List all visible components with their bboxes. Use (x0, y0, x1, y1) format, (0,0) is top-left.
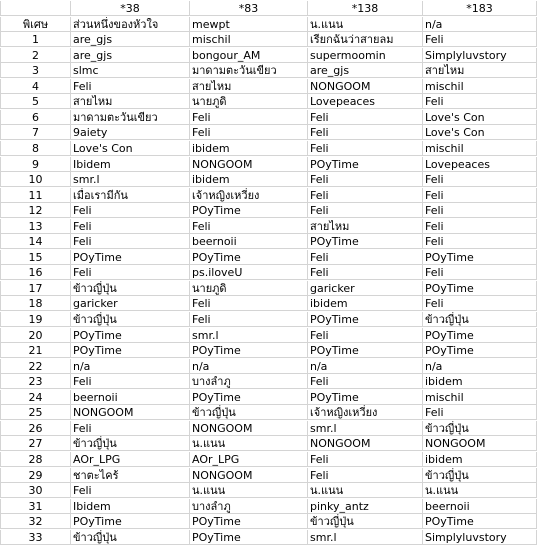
table-row (0, 374, 541, 389)
table-cell[interactable]: Feli (308, 141, 423, 156)
table-cell[interactable]: เจ้าหญิงเหวี่ยง (190, 188, 308, 203)
table-cell[interactable]: NONGOOM (308, 436, 423, 451)
table-cell[interactable]: POyTime (423, 281, 537, 296)
row-number-cell[interactable]: 20 (0, 328, 71, 343)
table-cell[interactable]: เจ้าหญิงเหวี่ยง (308, 405, 423, 420)
column-header[interactable] (0, 1, 71, 16)
row-number-cell[interactable]: 17 (0, 281, 71, 296)
row-number-cell[interactable]: 30 (0, 483, 71, 498)
row-number-cell[interactable]: 10 (0, 172, 71, 187)
table-cell[interactable]: Feli (71, 203, 190, 218)
table-row (0, 157, 541, 172)
table-cell[interactable]: garicker (71, 296, 190, 311)
row-number-cell[interactable]: 11 (0, 188, 71, 203)
table-cell[interactable]: ข้าวญี่ปุ่น (190, 405, 308, 420)
table-cell[interactable]: Feli (423, 265, 537, 280)
table-cell[interactable]: 9aiety (71, 125, 190, 140)
table-row (0, 530, 541, 545)
table-row (0, 405, 541, 420)
table-cell[interactable]: mewpt (190, 17, 308, 32)
table-cell[interactable]: มาดามตะวันเขียว (190, 63, 308, 78)
table-cell[interactable]: Feli (71, 79, 190, 94)
row-number-cell[interactable]: 2 (0, 48, 71, 63)
table-cell[interactable]: มาดามตะวันเขียว (71, 110, 190, 125)
table-cell[interactable]: bongour_AM (190, 48, 308, 63)
table-cell[interactable]: สายไหม (308, 219, 423, 234)
table-cell[interactable]: pinky_antz (308, 499, 423, 514)
table-row (0, 265, 541, 280)
row-number-cell[interactable]: 4 (0, 79, 71, 94)
table-cell[interactable]: POyTime (308, 234, 423, 249)
table-cell[interactable]: POyTime (190, 390, 308, 405)
table-cell[interactable]: Feli (308, 468, 423, 483)
table-cell[interactable]: นายภูดิ (190, 281, 308, 296)
row-number-cell[interactable]: 26 (0, 421, 71, 436)
table-cell[interactable]: ส่วนหนึ่งของหัวใจ (71, 17, 190, 32)
table-row (0, 421, 541, 436)
row-number-cell[interactable]: 22 (0, 359, 71, 374)
table-cell[interactable]: n/a (423, 359, 537, 374)
table-cell[interactable]: ชาตะไคร้ (71, 468, 190, 483)
column-header[interactable]: *38 (71, 1, 190, 16)
table-cell[interactable]: are_gjs (308, 63, 423, 78)
table-cell[interactable]: ข้าวญี่ปุ่น (308, 514, 423, 529)
row-number-cell[interactable]: 13 (0, 219, 71, 234)
column-header[interactable]: *138 (308, 1, 423, 16)
table-row (0, 203, 541, 218)
table-row (0, 234, 541, 249)
table-cell[interactable]: Feli (71, 421, 190, 436)
row-number-cell[interactable]: 3 (0, 63, 71, 78)
table-cell[interactable]: beernoii (71, 390, 190, 405)
table-row (0, 110, 541, 125)
table-cell[interactable]: are_gjs (71, 32, 190, 47)
table-cell[interactable]: สายไหม (71, 94, 190, 109)
table-cell[interactable]: สายไหม (423, 63, 537, 78)
table-cell[interactable]: ข้าวญี่ปุ่น (71, 436, 190, 451)
table-cell[interactable]: Feli (423, 172, 537, 187)
table-row (0, 499, 541, 514)
table-cell[interactable]: POyTime (71, 514, 190, 529)
table-cell[interactable]: ข้าวญี่ปุ่น (71, 530, 190, 545)
table-row (0, 79, 541, 94)
table-cell[interactable]: น.แนน (190, 436, 308, 451)
table-cell[interactable]: Feli (308, 452, 423, 467)
column-header[interactable]: *83 (190, 1, 308, 16)
table-cell[interactable]: n/a (423, 17, 537, 32)
table-cell[interactable]: Feli (308, 265, 423, 280)
table-cell[interactable]: น.แนน (190, 483, 308, 498)
table-cell[interactable]: POyTime (190, 530, 308, 545)
row-number-cell[interactable]: 32 (0, 514, 71, 529)
table-cell[interactable]: Feli (423, 188, 537, 203)
table-cell[interactable]: POyTime (308, 312, 423, 327)
table-cell[interactable]: are_gjs (71, 48, 190, 63)
table-cell[interactable]: น.แนน (308, 483, 423, 498)
table-cell[interactable]: mischil (423, 390, 537, 405)
table-row (0, 63, 541, 78)
table-cell[interactable]: บางลำภู (190, 374, 308, 389)
table-cell[interactable]: Love's Con (71, 141, 190, 156)
table-row (0, 32, 541, 47)
table-cell[interactable]: น.แนน (423, 483, 537, 498)
table-cell[interactable]: Feli (308, 188, 423, 203)
table-cell[interactable]: NONGOOM (190, 421, 308, 436)
table-cell[interactable]: smr.l (308, 421, 423, 436)
row-number-cell[interactable]: 21 (0, 343, 71, 358)
table-cell[interactable]: Lovepeaces (308, 94, 423, 109)
table-cell[interactable]: NONGOOM (190, 468, 308, 483)
table-row (0, 172, 541, 187)
table-cell[interactable]: นายภูดิ (190, 94, 308, 109)
table-cell[interactable]: POyTime (71, 343, 190, 358)
table-cell[interactable]: POyTime (71, 328, 190, 343)
table-cell[interactable]: NONGOOM (71, 405, 190, 420)
table-cell[interactable]: NONGOOM (423, 436, 537, 451)
table-cell[interactable]: mischil (423, 79, 537, 94)
table-row (0, 328, 541, 343)
table-cell[interactable]: smr.l (71, 172, 190, 187)
table-cell[interactable]: supermoomin (308, 48, 423, 63)
table-cell[interactable]: ibidem (190, 141, 308, 156)
table-row (0, 468, 541, 483)
table-cell[interactable]: Love's Con (423, 125, 537, 140)
table-cell[interactable]: Feli (308, 110, 423, 125)
table-row (0, 141, 541, 156)
table-cell[interactable]: Feli (190, 219, 308, 234)
table-cell[interactable]: Love's Con (423, 110, 537, 125)
column-header[interactable]: *183 (423, 1, 537, 16)
row-number-cell[interactable]: 12 (0, 203, 71, 218)
table-cell[interactable]: ข้าวญี่ปุ่น (423, 468, 537, 483)
table-cell[interactable]: Feli (71, 234, 190, 249)
table-cell[interactable]: n/a (190, 359, 308, 374)
table-cell[interactable]: เมื่อเรามีกัน (71, 188, 190, 203)
table-cell[interactable]: POyTime (308, 390, 423, 405)
row-number-cell[interactable]: 25 (0, 405, 71, 420)
row-number-cell[interactable]: 29 (0, 468, 71, 483)
table-cell[interactable]: Ibidem (71, 157, 190, 172)
table-cell[interactable]: Feli (190, 312, 308, 327)
table-cell[interactable]: ibidem (190, 172, 308, 187)
row-number-cell[interactable]: 28 (0, 452, 71, 467)
table-cell[interactable]: mischil (190, 32, 308, 47)
table-cell[interactable]: POyTime (71, 250, 190, 265)
table-cell[interactable]: บางลำภู (190, 499, 308, 514)
table-cell[interactable]: AOr_LPG (71, 452, 190, 467)
row-number-cell[interactable]: 1 (0, 32, 71, 47)
table-cell[interactable]: ibidem (308, 296, 423, 311)
row-number-cell[interactable]: 18 (0, 296, 71, 311)
table-row (0, 188, 541, 203)
table-cell[interactable]: ibidem (423, 452, 537, 467)
table-cell[interactable]: ข้าวญี่ปุ่น (423, 421, 537, 436)
row-number-cell[interactable]: 23 (0, 374, 71, 389)
table-cell[interactable]: Simplyluvstory (423, 530, 537, 545)
table-cell[interactable]: เรียกฉันว่าสายลม (308, 32, 423, 47)
row-number-cell[interactable]: 6 (0, 110, 71, 125)
table-cell[interactable]: POyTime (423, 250, 537, 265)
row-number-cell[interactable]: 16 (0, 265, 71, 280)
row-number-cell[interactable]: 5 (0, 94, 71, 109)
row-number-cell[interactable]: 8 (0, 141, 71, 156)
table-cell[interactable]: smr.l (308, 530, 423, 545)
table-cell[interactable]: ข้าวญี่ปุ่น (71, 281, 190, 296)
table-cell[interactable]: beernoii (423, 499, 537, 514)
table-cell[interactable]: Feli (308, 203, 423, 218)
table-row (0, 250, 541, 265)
table-cell[interactable]: Feli (308, 125, 423, 140)
table-cell[interactable]: Feli (423, 219, 537, 234)
row-number-cell[interactable]: 14 (0, 234, 71, 249)
table-row (0, 17, 541, 32)
table-cell[interactable]: Feli (71, 483, 190, 498)
table-cell[interactable]: POyTime (423, 514, 537, 529)
table-cell[interactable]: Feli (308, 374, 423, 389)
table-cell[interactable]: Feli (423, 234, 537, 249)
table-row (0, 390, 541, 405)
header-row (0, 1, 541, 16)
row-number-cell[interactable]: 24 (0, 390, 71, 405)
table-row (0, 281, 541, 296)
table-cell[interactable]: POyTime (423, 343, 537, 358)
table-cell[interactable]: Simplyluvstory (423, 48, 537, 63)
table-cell[interactable]: POyTime (190, 343, 308, 358)
table-cell[interactable]: Feli (71, 219, 190, 234)
table-cell[interactable]: POyTime (190, 250, 308, 265)
row-number-cell[interactable]: 33 (0, 530, 71, 545)
table-cell[interactable]: POyTime (423, 328, 537, 343)
table-row (0, 296, 541, 311)
table-row (0, 436, 541, 451)
table-row (0, 219, 541, 234)
row-number-cell[interactable]: 31 (0, 499, 71, 514)
table-cell[interactable]: Feli (423, 203, 537, 218)
table-cell[interactable]: smr.l (190, 328, 308, 343)
table-cell[interactable]: Feli (190, 110, 308, 125)
table-cell[interactable]: POyTime (308, 343, 423, 358)
table-cell[interactable]: n/a (308, 359, 423, 374)
table-cell[interactable]: น.แนน (308, 17, 423, 32)
table-row (0, 359, 541, 374)
table-cell[interactable]: garicker (308, 281, 423, 296)
table-cell[interactable]: Feli (308, 250, 423, 265)
table-cell[interactable]: Feli (190, 125, 308, 140)
row-number-cell[interactable]: 19 (0, 312, 71, 327)
row-number-cell[interactable]: พิเศษ (0, 17, 71, 32)
table-cell[interactable]: NONGOOM (190, 157, 308, 172)
row-number-cell[interactable]: 27 (0, 436, 71, 451)
table-cell[interactable]: Feli (308, 172, 423, 187)
table-cell[interactable]: Feli (423, 296, 537, 311)
table-cell[interactable]: n/a (71, 359, 190, 374)
table-cell[interactable]: NONGOOM (308, 79, 423, 94)
table-cell[interactable]: Lovepeaces (423, 157, 537, 172)
table-cell[interactable]: ข้าวญี่ปุ่น (423, 312, 537, 327)
table-cell[interactable]: POyTime (308, 157, 423, 172)
table-cell[interactable]: Feli (423, 405, 537, 420)
table-cell[interactable]: สายไหม (190, 79, 308, 94)
table-cell[interactable]: AOr_LPG (190, 452, 308, 467)
table-cell[interactable]: beernoii (190, 234, 308, 249)
table-cell[interactable]: Feli (71, 374, 190, 389)
table-row (0, 483, 541, 498)
table-cell[interactable]: ข้าวญี่ปุ่น (71, 312, 190, 327)
table-cell[interactable]: ps.iloveU (190, 265, 308, 280)
table-row (0, 343, 541, 358)
row-number-cell[interactable]: 15 (0, 250, 71, 265)
table-cell[interactable]: POyTime (190, 203, 308, 218)
table-row (0, 125, 541, 140)
table-row (0, 452, 541, 467)
table-cell[interactable]: Feli (190, 296, 308, 311)
row-number-cell[interactable]: 7 (0, 125, 71, 140)
table-row (0, 48, 541, 63)
table-row (0, 94, 541, 109)
table-cell[interactable]: POyTime (190, 514, 308, 529)
table-cell[interactable]: Feli (423, 94, 537, 109)
table-row (0, 312, 541, 327)
table-cell[interactable]: ibidem (423, 374, 537, 389)
table-cell[interactable]: Ibidem (71, 499, 190, 514)
table-cell[interactable]: Feli (71, 265, 190, 280)
row-number-cell[interactable]: 9 (0, 157, 71, 172)
table-cell[interactable]: Feli (423, 32, 537, 47)
table-cell[interactable]: mischil (423, 141, 537, 156)
table-row (0, 514, 541, 529)
table-cell[interactable]: Feli (308, 328, 423, 343)
table-cell[interactable]: slmc (71, 63, 190, 78)
